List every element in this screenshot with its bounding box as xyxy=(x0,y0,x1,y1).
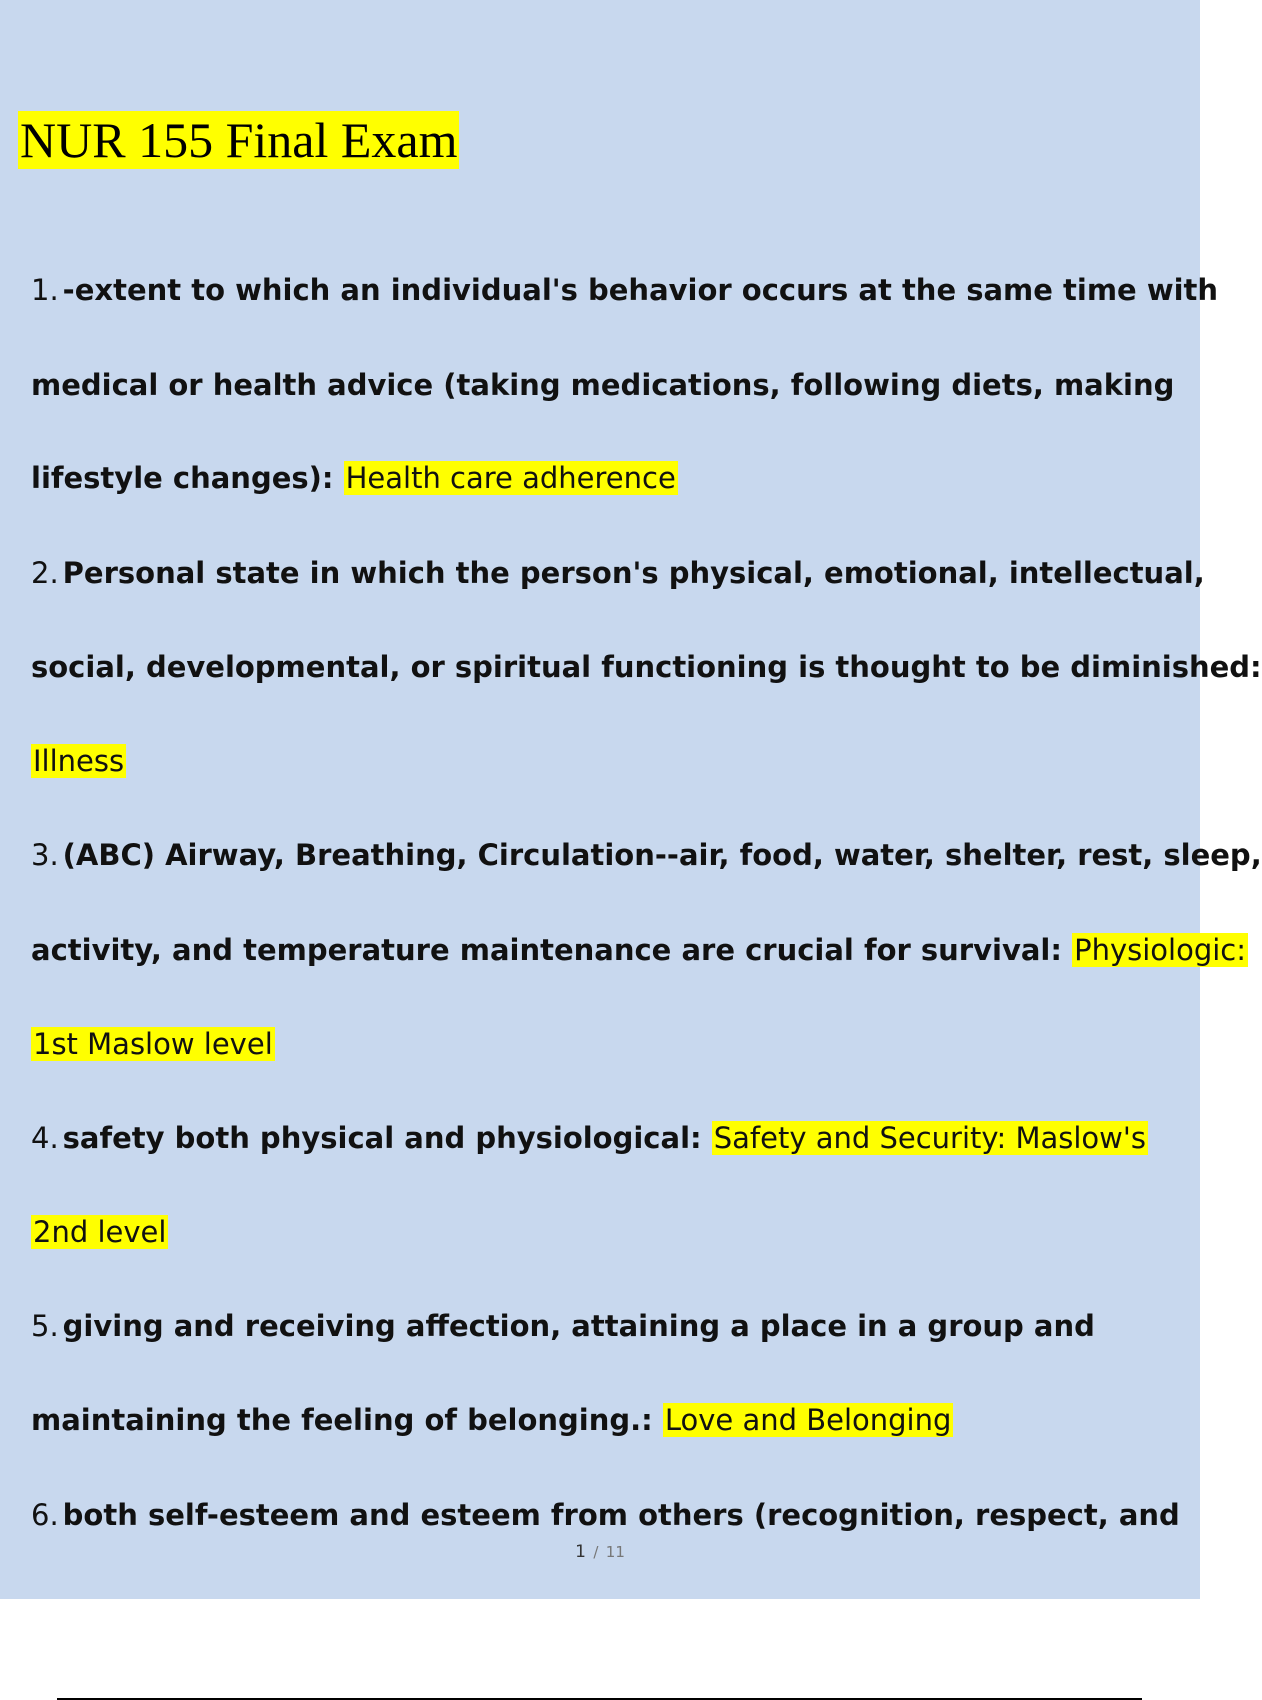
answer-highlight: Safety and Security: Maslow's xyxy=(713,1121,1146,1155)
question-text: social, developmental, or spiritual functioning is thought to be diminished: xyxy=(31,650,1262,684)
page-total: 11 xyxy=(605,1543,625,1561)
question-text: both self-esteem and esteem from others (recognition, respect, and xyxy=(62,1498,1180,1532)
item-number: 4. xyxy=(31,1121,59,1155)
item-number: 1. xyxy=(31,273,59,307)
question-text: -extent to which an individual's behavior occurs at the same time with xyxy=(62,273,1219,307)
item-number: 6. xyxy=(31,1498,59,1532)
list-item-4-line-1 xyxy=(31,1118,1148,1158)
answer-highlight: Illness xyxy=(33,744,125,778)
answer-highlight: Physiologic: xyxy=(1074,933,1246,967)
question-text: maintaining the feeling of belonging.: xyxy=(31,1403,653,1437)
list-item-6-line-1 xyxy=(31,1495,1180,1535)
list-item-1-line-1 xyxy=(31,270,1218,310)
list-item-4-line-2 xyxy=(31,1212,168,1252)
question-text: safety both physical and physiological: xyxy=(62,1121,702,1155)
question-text: lifestyle changes): xyxy=(31,461,334,495)
page-current: 1 xyxy=(575,1542,586,1562)
list-item-5-line-2 xyxy=(31,1400,953,1440)
page-indicator xyxy=(0,1542,1200,1562)
item-number: 3. xyxy=(31,838,59,872)
list-item-2-line-1 xyxy=(31,553,1205,593)
question-text: activity, and temperature maintenance are crucial for survival: xyxy=(31,933,1062,967)
answer-highlight: Health care adherence xyxy=(345,461,676,495)
question-text: medical or health advice (taking medications, following diets, making xyxy=(31,368,1175,402)
item-number: 5. xyxy=(31,1309,59,1343)
question-text: Personal state in which the person's physical, emotional, intellectual, xyxy=(62,556,1205,590)
item-number: 2. xyxy=(31,556,59,590)
question-text: giving and receiving affection, attaining a place in a group and xyxy=(62,1309,1095,1343)
answer-highlight: 1st Maslow level xyxy=(33,1027,273,1061)
list-item-1-line-3 xyxy=(31,458,678,498)
answer-highlight: 2nd level xyxy=(33,1215,167,1249)
answer-highlight: Love and Belonging xyxy=(664,1403,952,1437)
list-item-5-line-1 xyxy=(31,1306,1095,1346)
list-item-3-line-2 xyxy=(31,930,1248,970)
list-item-3-line-1 xyxy=(31,835,1262,875)
page-separator: / xyxy=(593,1543,599,1561)
list-item-2-line-2 xyxy=(31,647,1262,687)
question-text: (ABC) Airway, Breathing, Circulation--air, food, water, shelter, rest, sleep, xyxy=(62,838,1262,872)
list-item-3-line-3 xyxy=(31,1024,275,1064)
list-item-1-line-2 xyxy=(31,365,1174,405)
page-title: NUR 155 Final Exam xyxy=(20,112,458,168)
list-item-2-line-3 xyxy=(31,741,126,781)
